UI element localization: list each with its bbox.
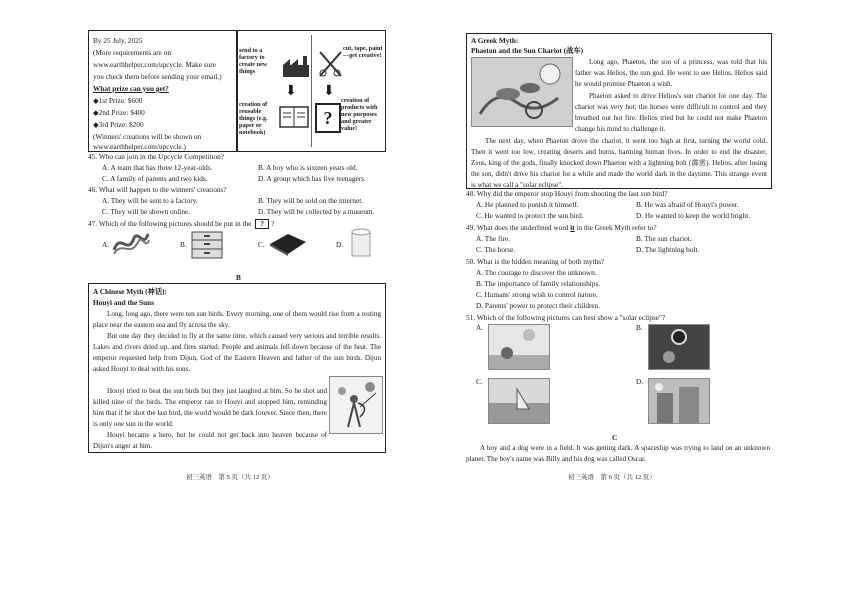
q50-option-d[interactable]: D. Parents' power to protect their children. — [476, 301, 601, 310]
q49-option-b[interactable]: B. The sun chariot. — [636, 234, 692, 243]
prize-item: ◆1st Prize: $600 — [93, 96, 143, 105]
arrow-down-icon: ⬇ — [285, 84, 297, 99]
arrow-down-icon: ⬇ — [323, 84, 335, 99]
flow-reusable-label: creation of reusable things (e.g. paper or notebook) — [239, 101, 268, 136]
greek-paragraph — [575, 91, 767, 135]
q46-stem: 46. What will happen to the winners' creations? — [88, 185, 227, 194]
eclipse-option-d-picture[interactable] — [648, 378, 710, 424]
myth-paragraph: Houyi tried to beat the sun birds but they just laughed at him. So he shot and killed nine of the birds. The emperor ran to Houyi and stopped him, reminding him that if he shot the last bird, the world would be dark forever. Since then, there is only one sun in the world. — [93, 387, 327, 428]
craft-tools-icon — [317, 49, 345, 79]
q48-option-b[interactable]: B. He was afraid of Houyi's power. — [636, 200, 739, 209]
notice-box — [88, 30, 238, 152]
q50-option-a[interactable]: A. The courage to discover the unknown. — [476, 268, 597, 277]
flow-products-label: creation of products with new purposes and greater value! — [341, 97, 378, 132]
greek-myth-title: Phaeton and the Sun Chariot (战车) — [471, 46, 584, 55]
eclipse-option-c-picture[interactable] — [488, 378, 550, 424]
greek-paragraph: Long ago, Phaeton, the son of a princess, was told that his father was Helios, the sun god. He went to see Helios. Helios said he would promise Phaeton a wish. — [575, 58, 767, 88]
q49-underlined-word: it — [570, 223, 575, 232]
upcycle-flow-diagram — [236, 30, 386, 152]
eclipse-option-a-picture[interactable] — [488, 324, 550, 370]
eclipse-option-b-picture[interactable] — [648, 324, 710, 370]
q49-stem — [466, 223, 657, 232]
myth-heading: A Chinese Myth (神话): — [93, 287, 167, 296]
chinese-myth-box — [88, 283, 386, 453]
q48-option-d[interactable]: D. He wanted to keep the world bright. — [636, 211, 751, 220]
q47-option-c[interactable]: C. — [258, 240, 265, 249]
book-picture[interactable] — [266, 230, 308, 256]
q47-option-d[interactable]: D. — [336, 240, 344, 249]
question-mark-box: ? — [315, 103, 341, 133]
greek-myth-heading: A Greek Myth: — [471, 36, 519, 45]
q51-stem: 51. Which of the following pictures can best show a "solar eclipse"? — [466, 313, 666, 322]
q49-option-d[interactable]: D. The lightning bolt. — [636, 245, 700, 254]
q48-option-c[interactable]: C. He wanted to protect the sun bird. — [476, 211, 584, 220]
prize-item: ◆3rd Prize: $200 — [93, 120, 144, 129]
page-footer: 初三英语 第 6 页（共 12 页） — [568, 474, 656, 481]
q49-stem-post: in the Greek Myth refer to? — [574, 223, 657, 232]
passage-c: A boy and a dog were in a field. It was getting dark. A spaceship was trying to land on an unknown planet. The boy's name was Billy and his dog was called Oscar. — [466, 444, 770, 463]
q47-stem-end: ? — [271, 219, 275, 228]
factory-icon — [281, 53, 311, 79]
drawer-cabinet-picture[interactable] — [190, 228, 224, 260]
notebook-icon — [279, 105, 309, 129]
myth-paragraph: But one day they decided to fly at the same time, which caused very serious and terrible results. Lakes and rivers dried up, and fires started. People and animals fell down because of the heat. The emperor requested help from Dijun, God of the Eastern Heaven and father of the sun birds. Dijun asked Houyi to deal with his sons. — [93, 332, 381, 373]
section-b-label: B — [236, 273, 241, 282]
section-c-label: C — [612, 433, 618, 442]
q48-stem: 48. Why did the emperor stop Houyi from shooting the last sun bird? — [466, 189, 668, 198]
q45-option-d[interactable]: D. A group which has five teenagers. — [258, 174, 366, 183]
myth-title: Houyi and the Suns — [93, 298, 155, 307]
q45-option-c[interactable]: C. A family of parents and two kids. — [102, 174, 208, 183]
prize-item: ◆2nd Prize: $400 — [93, 108, 145, 117]
flow-send-label: send to a factory to create new things — [239, 47, 268, 75]
winners-line: www.earthhelper.com/upcycle.) — [93, 142, 186, 151]
q47-stem-text: 47. Which of the following pictures should be put in the — [88, 219, 252, 228]
q47-option-a[interactable]: A. — [102, 240, 110, 249]
prize-heading: What prize can you get? — [93, 84, 169, 93]
q45-option-b[interactable]: B. A boy who is sixteen years old. — [258, 163, 358, 172]
myth-paragraph: Long, long ago, there were ten sun birds. Every morning, one of them would rise from a resting place near the eastern sea and fly across the sky. — [93, 310, 381, 329]
q46-option-c[interactable]: C. They will be shown online. — [102, 207, 191, 216]
q49-option-c[interactable]: C. The horse. — [476, 245, 516, 254]
q49-option-a[interactable]: A. The fire. — [476, 234, 510, 243]
q50-stem: 50. What is the hidden meaning of both myths? — [466, 257, 605, 266]
q47-box-symbol: ? — [255, 219, 269, 229]
rope-picture[interactable] — [112, 228, 150, 258]
phaeton-chariot-illustration — [471, 57, 573, 127]
notice-date: By 25 July, 2025 — [93, 36, 143, 45]
q47-option-b[interactable]: B. — [180, 240, 187, 249]
notice-line: (More requirements are on — [93, 48, 172, 57]
notice-line: you check them before sending your email.) — [93, 72, 222, 81]
q46-option-a[interactable]: A. They will be sent to a factory. — [102, 196, 198, 205]
q50-option-b[interactable]: B. The importance of family relationships. — [476, 279, 601, 288]
myth-paragraph: Houyi became a hero, but he could not get back into heaven because of Dijun's anger at him. — [93, 431, 327, 450]
q46-option-d[interactable]: D. They will be collected by a museum. — [258, 207, 375, 216]
flow-divider — [311, 35, 312, 147]
winners-line: (Winners' creations will be shown on — [93, 132, 202, 141]
q51-option-a[interactable]: A. — [476, 323, 484, 332]
flow-cut-label: cut, tape, paint —get creative! — [343, 45, 383, 59]
q48-option-a[interactable]: A. He planned to punish it himself. — [476, 200, 579, 209]
q51-option-d[interactable]: D. — [636, 377, 644, 386]
notice-line: www.earthhelper.com/upcycle. Make sure — [93, 60, 216, 69]
q51-option-c[interactable]: C. — [476, 377, 483, 386]
greek-p2-text: Phaeton asked to drive Helios's sun chariot for one day. The chariot was very hot; the horses were difficult to control and they breathed out hot fire. Helios tried but he could not make Phaeton change his mind to challenge it. — [575, 92, 767, 133]
q46-option-b[interactable]: B. They will be sold on the internet. — [258, 196, 364, 205]
q45-stem: 45. Who can join in the Upcycle Competition? — [88, 152, 225, 161]
page-footer: 初三英语 第 5 页（共 12 页） — [186, 474, 274, 481]
greek-myth-box — [466, 33, 772, 189]
paper-roll-picture[interactable] — [348, 228, 374, 260]
q49-stem-pre: 49. What does the underlined word — [466, 223, 571, 232]
q51-option-b[interactable]: B. — [636, 323, 643, 332]
houyi-illustration — [329, 376, 383, 434]
q45-option-a[interactable]: A. A team that has three 12-year-olds. — [102, 163, 213, 172]
q50-option-c[interactable]: C. Humans' strong wish to control nature. — [476, 290, 598, 299]
greek-paragraph: The next day, when Phaeton drove the chariot, it went too high at first, turning the world cold. Then it went too low, creating deserts and burns, harming human lives. In order to end the disaster, Zeus, king of the gods, finally knocked down Phaeton with a lightning bolt (霹雳). Helios, after losing the son, didn't drive his chariot for a while and made the world dark in the daytime. This strange event is what we call a "solar eclipse". — [471, 137, 767, 189]
